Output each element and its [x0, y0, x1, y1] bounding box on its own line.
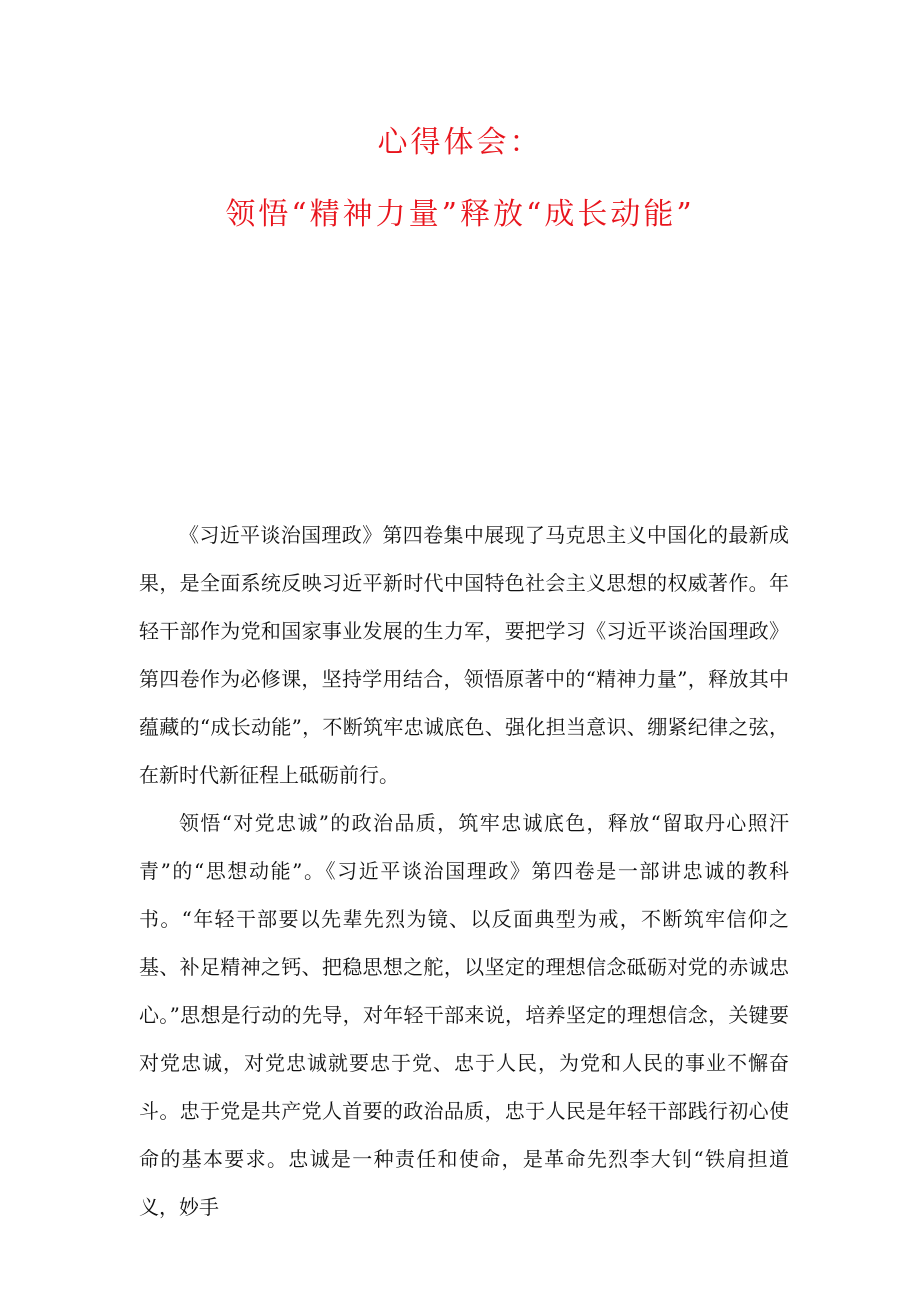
body-paragraph-1: 《习近平谈治国理政》第四卷集中展现了马克思主义中国化的最新成果，是全面系统反映习近平新时代中国特色社会主义思想的权威著作。年轻干部作为党和国家事业发展的生力军，要把学习《习近平谈治国理政》第四卷作为必修课，坚持学用结合，领悟原著中的“精神力量”，释放其中蕴藏的“成长动能”，不断筑牢忠诚底色、强化担当意识、绷紧纪律之弦，在新时代新征程上砥砺前行。	[139, 523, 789, 787]
body-paragraph-2: 领悟“对党忠诚”的政治品质，筑牢忠诚底色，释放“留取丹心照汗青”的“思想动能”。《习近平谈治国理政》第四卷是一部讲忠诚的教科书。“年轻干部要以先辈先烈为镜、以反面典型为戒，不断筑牢信仰之基、补足精神之钙、把稳思想之舵，以坚定的理想信念砥砺对党的赤诚忠心。”思想是行动的先导，对年轻干部来说，培养坚定的理想信念，关键要对党忠诚，对党忠诚就要忠于党、忠于人民，为党和人民的事业不懈奋斗。忠于党是共产党人首要的政治品质，忠于人民是年轻干部践行初心使命的基本要求。忠诚是一种责任和使命，是革命先烈李大钊“铁肩担道义，妙手	[139, 811, 789, 1219]
document-title-line-2: 领悟“精神力量”释放“成长动能”	[225, 197, 695, 232]
document-title-line-1: 心得体会：	[377, 125, 543, 160]
